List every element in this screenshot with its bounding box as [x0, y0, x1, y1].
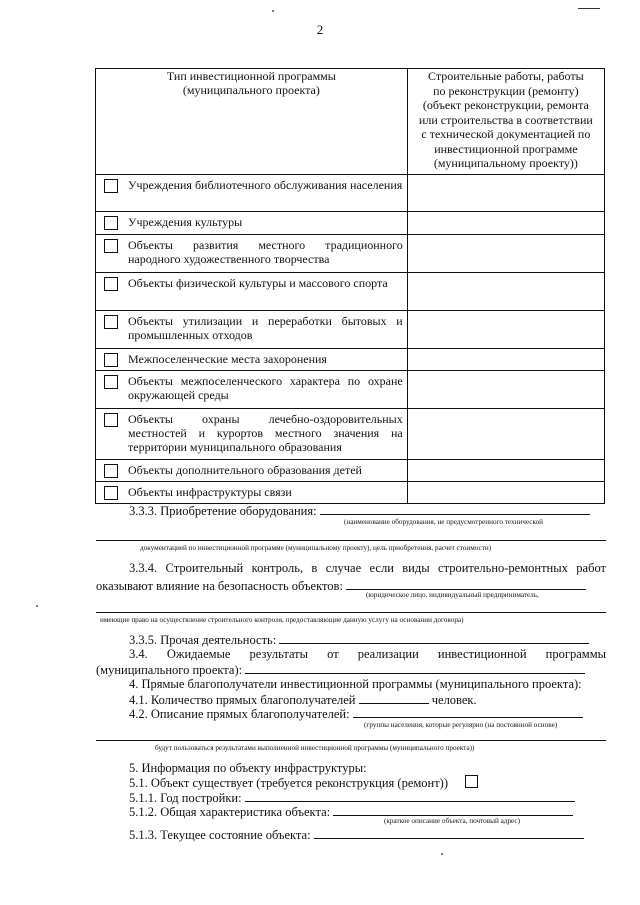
row-label: Объекты физической культуры и массового спорта [128, 276, 388, 290]
row-checkbox[interactable] [104, 239, 118, 253]
row-label: Объекты развития местного традиционного народного художественного творчества [128, 238, 403, 266]
row-checkbox[interactable] [104, 486, 118, 500]
row-checkbox[interactable] [104, 179, 118, 193]
top-dash-mark [578, 8, 600, 9]
beneficiaries-hint-cont: будут пользоваться результатами выполненной инвестиционной программы (муниципального проекта)) [155, 744, 475, 752]
object-exists-checkbox[interactable] [465, 775, 478, 788]
row-checkbox[interactable] [104, 413, 118, 427]
current-state-line [96, 826, 639, 842]
equipment-purchase-line [96, 502, 639, 518]
expected-results-label: (муниципального проекта): [96, 663, 243, 677]
construction-control-label: оказывают влияние на безопасность объектов: [96, 579, 343, 593]
row-value-cell[interactable] [407, 311, 604, 349]
table-row [96, 212, 605, 235]
table-row [96, 235, 605, 273]
construction-control-field-line2[interactable] [96, 612, 606, 613]
table-row [96, 311, 605, 349]
beneficiaries-desc-field-line2[interactable] [96, 740, 606, 741]
equipment-hint-cont: документацией по инвестиционной программе (муниципальному проекту), цель приобретения, расчет стоимости) [140, 544, 492, 552]
row-value-cell[interactable] [407, 212, 604, 235]
scan-speck [441, 853, 443, 855]
current-state-label: 5.1.3. Текущее состояние объекта: [129, 828, 311, 842]
current-state-field[interactable] [314, 826, 584, 839]
build-year-label: 5.1.1. Год постройки: [129, 791, 242, 805]
construction-control-line1: 3.3.4. Строительный контроль, в случае если виды строительно-ремонтных работ [129, 561, 606, 575]
object-exists-label: 5.1. Объект существует (требуется реконструкция (ремонт)) [129, 776, 449, 790]
expected-results-line2 [96, 661, 606, 677]
table-row [96, 409, 605, 460]
other-activity-label: 3.3.5. Прочая деятельность: [129, 633, 277, 647]
beneficiaries-title: 4. Прямые благополучатели инвестиционной программы (муниципального проекта): [129, 677, 582, 691]
row-checkbox[interactable] [104, 353, 118, 367]
row-value-cell[interactable] [407, 273, 604, 311]
scan-speck [36, 605, 38, 607]
table-header-row [96, 69, 605, 175]
row-value-cell[interactable] [407, 175, 604, 212]
row-checkbox[interactable] [104, 375, 118, 389]
construction-control-hint: (юридическое лицо, индивидуальный предприниматель, [366, 591, 539, 599]
expected-results-field[interactable] [245, 661, 585, 674]
object-info-title: 5. Информация по объекту инфраструктуры: [129, 761, 367, 775]
general-description-field[interactable] [333, 803, 573, 816]
table-row [96, 482, 605, 504]
beneficiaries-desc-line [96, 705, 639, 721]
general-description-hint: (краткое описание объекта, почтовый адрес) [384, 817, 521, 825]
investment-program-table [95, 68, 605, 504]
header-program-type: Тип инвестиционной программы (муниципального проекта) [96, 69, 408, 175]
row-value-cell[interactable] [407, 460, 604, 482]
row-checkbox[interactable] [104, 216, 118, 230]
beneficiaries-count-label: 4.1. Количество прямых благополучателей [129, 693, 356, 707]
construction-control-field[interactable] [346, 577, 586, 590]
equipment-hint: (наименование оборудования, не предусмотренного технической [344, 518, 544, 526]
expected-results-line1: 3.4. Ожидаемые результаты от реализации инвестиционной программы [129, 647, 606, 661]
row-value-cell[interactable] [407, 235, 604, 273]
table-row [96, 175, 605, 212]
row-value-cell[interactable] [407, 482, 604, 504]
equipment-field-line2[interactable] [96, 540, 606, 541]
beneficiaries-count-unit: человек. [431, 693, 477, 707]
general-description-label: 5.1.2. Общая характеристика объекта: [129, 805, 331, 819]
row-label: Объекты инфраструктуры связи [128, 485, 292, 499]
table-row [96, 273, 605, 311]
row-checkbox[interactable] [104, 315, 118, 329]
beneficiaries-desc-field[interactable] [353, 705, 583, 718]
row-label: Учреждения библиотечного обслуживания населения [128, 178, 403, 192]
construction-control-hint-cont: имеющие право на осуществление строительного контроля, предоставляющие данную услугу на основании договора) [100, 616, 464, 624]
row-label: Объекты дополнительного образования детей [128, 463, 362, 477]
row-label: Объекты межпоселенческого характера по охране окружающей среды [128, 374, 403, 402]
row-label: Объекты утилизации и переработки бытовых и промышленных отходов [128, 314, 403, 342]
header-construction-works: Строительные работы, работы по реконструкции (ремонту) (объект реконструкции, ремонта или строительства в соответствии с технической документацией по инвестиционной программе (муниципальному проекту)) [407, 69, 604, 175]
equipment-purchase-field[interactable] [320, 502, 590, 515]
row-label: Межпоселенческие места захоронения [128, 352, 327, 366]
row-label: Объекты охраны лечебно-оздоровительных местностей и курортов местного значения на территории муниципального образования [128, 412, 403, 454]
beneficiaries-desc-label: 4.2. Описание прямых благополучателей: [129, 707, 350, 721]
beneficiaries-count-field[interactable] [359, 691, 429, 704]
other-activity-field[interactable] [279, 631, 589, 644]
row-checkbox[interactable] [104, 277, 118, 291]
build-year-field[interactable] [245, 789, 575, 802]
page-number: 2 [316, 22, 324, 37]
object-exists-line [96, 775, 639, 790]
row-checkbox[interactable] [104, 464, 118, 478]
equipment-purchase-label: 3.3.3. Приобретение оборудования: [129, 504, 317, 518]
row-label: Учреждения культуры [128, 215, 243, 229]
general-description-line [96, 803, 639, 819]
scan-speck [272, 10, 274, 12]
table-row [96, 371, 605, 409]
other-activity-line [96, 631, 639, 647]
row-value-cell[interactable] [407, 409, 604, 460]
row-value-cell[interactable] [407, 371, 604, 409]
table-row [96, 460, 605, 482]
table-row [96, 349, 605, 371]
row-value-cell[interactable] [407, 349, 604, 371]
beneficiaries-hint: (группы населения, которые регулярно (на постоянной основе) [364, 721, 558, 729]
